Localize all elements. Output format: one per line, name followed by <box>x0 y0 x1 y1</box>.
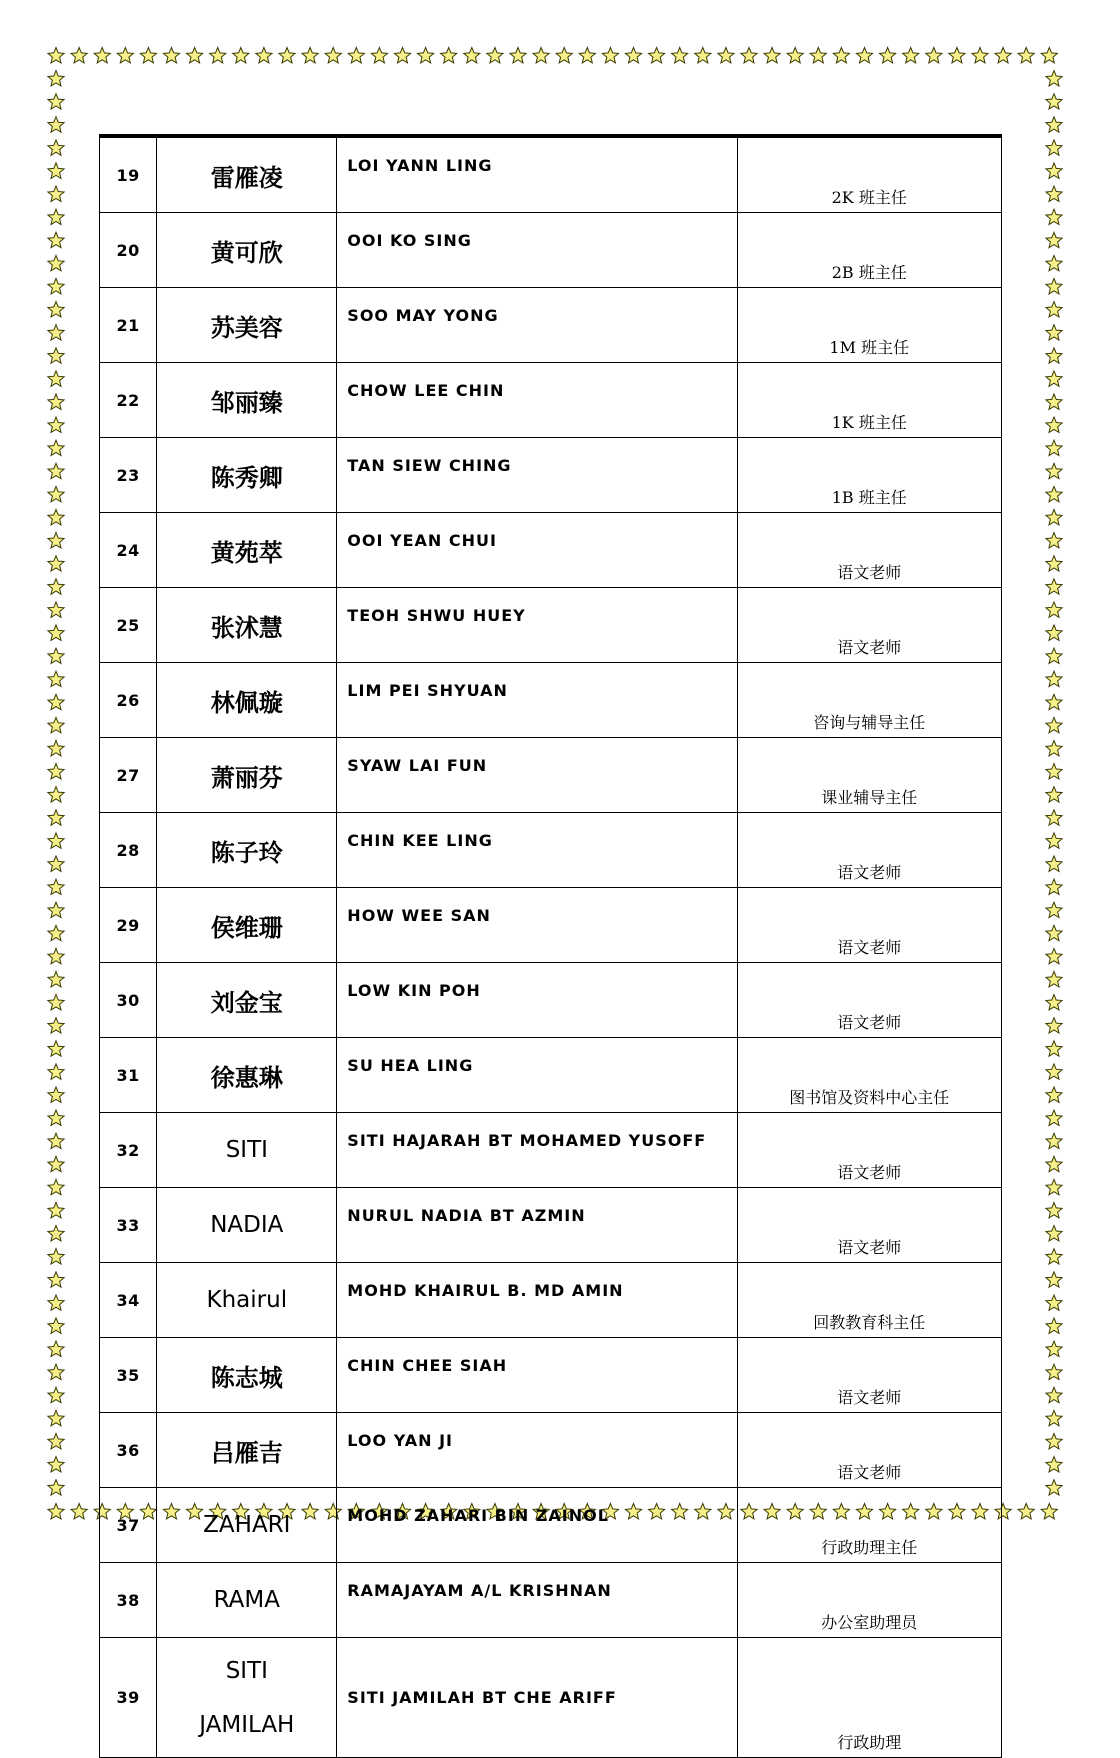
star-icon <box>995 48 1011 63</box>
star-icon <box>48 902 64 917</box>
table-row <box>100 588 1002 663</box>
star-icon <box>903 48 919 63</box>
full-name: OOI KO SING <box>337 213 737 288</box>
star-icon <box>48 972 64 987</box>
star-icon <box>510 48 526 63</box>
role: 语文老师 <box>737 813 1002 888</box>
star-icon <box>649 48 665 63</box>
star-icon <box>48 1457 64 1472</box>
star-icon <box>1046 902 1062 917</box>
nickname: 陈子玲 <box>157 813 337 888</box>
star-icon <box>441 48 457 63</box>
star-icon <box>787 48 803 63</box>
role: 咨询与辅导主任 <box>737 663 1002 738</box>
table-row <box>100 1638 1002 1758</box>
star-icon <box>1046 1110 1062 1125</box>
star-icon <box>556 48 572 63</box>
star-icon <box>325 48 341 63</box>
star-icon <box>48 394 64 409</box>
table-row <box>100 813 1002 888</box>
row-number: 32 <box>100 1113 157 1188</box>
star-icon <box>48 279 64 294</box>
star-icon <box>1046 1179 1062 1194</box>
table-row <box>100 1188 1002 1263</box>
star-icon <box>256 48 272 63</box>
nickname: 黄可欣 <box>157 213 337 288</box>
role: 2B 班主任 <box>737 213 1002 288</box>
table-row <box>100 1413 1002 1488</box>
star-icon <box>1046 764 1062 779</box>
nickname: 张沭慧 <box>157 588 337 663</box>
table-row <box>100 738 1002 813</box>
nickname: RAMA <box>157 1563 337 1638</box>
star-icon <box>1046 1203 1062 1218</box>
nickname: NADIA <box>157 1188 337 1263</box>
star-icon <box>48 1203 64 1218</box>
star-icon <box>1046 810 1062 825</box>
star-icon <box>1046 972 1062 987</box>
full-name: CHIN KEE LING <box>337 813 737 888</box>
nickname: 陈志城 <box>157 1338 337 1413</box>
table-row <box>100 213 1002 288</box>
table-row <box>100 438 1002 513</box>
row-number: 26 <box>100 663 157 738</box>
star-icon <box>348 48 364 63</box>
role: 行政助理主任 <box>737 1488 1002 1563</box>
nickname: ZAHARI <box>157 1488 337 1563</box>
nickname-lines <box>157 1658 336 1738</box>
role: 2K 班主任 <box>737 136 1002 213</box>
star-icon <box>464 48 480 63</box>
role: 语文老师 <box>737 588 1002 663</box>
row-number: 37 <box>100 1488 157 1563</box>
role: 图书馆及资料中心主任 <box>737 1038 1002 1113</box>
star-icon <box>1046 209 1062 224</box>
role: 回教教育科主任 <box>737 1263 1002 1338</box>
star-icon <box>48 440 64 455</box>
star-border-left <box>0 0 100 1584</box>
star-icon <box>718 48 734 63</box>
star-icon <box>48 856 64 871</box>
row-number: 34 <box>100 1263 157 1338</box>
star-icon <box>1046 995 1062 1010</box>
table-row <box>100 1113 1002 1188</box>
full-name: NURUL NADIA BT AZMIN <box>337 1188 737 1263</box>
nickname: SITI <box>157 1113 337 1188</box>
table-row <box>100 288 1002 363</box>
star-icon <box>48 325 64 340</box>
star-icon <box>833 48 849 63</box>
star-icon <box>48 1295 64 1310</box>
nickname: 邹丽臻 <box>157 363 337 438</box>
star-icon <box>48 579 64 594</box>
star-icon <box>672 48 688 63</box>
table-row <box>100 963 1002 1038</box>
nickname <box>157 1638 337 1758</box>
table-row <box>100 663 1002 738</box>
star-icon <box>48 1387 64 1402</box>
star-icon <box>1046 163 1062 178</box>
star-icon <box>1046 325 1062 340</box>
full-name: LOW KIN POH <box>337 963 737 1038</box>
row-number: 21 <box>100 288 157 363</box>
star-icon <box>625 48 641 63</box>
nickname-line-1: SITI <box>225 1657 268 1684</box>
star-icon <box>1046 648 1062 663</box>
star-icon <box>1046 856 1062 871</box>
full-name: SITI JAMILAH BT CHE ARIFF <box>337 1638 737 1758</box>
star-icon <box>418 48 434 63</box>
full-name: MOHD KHAIRUL B. MD AMIN <box>337 1263 737 1338</box>
star-icon <box>602 48 618 63</box>
nickname-line-2: JAMILAH <box>199 1711 295 1738</box>
star-icon <box>1046 1018 1062 1033</box>
star-icon <box>1046 717 1062 732</box>
star-icon <box>1046 371 1062 386</box>
row-number: 27 <box>100 738 157 813</box>
star-icon <box>1046 625 1062 640</box>
star-icon <box>48 741 64 756</box>
star-icon <box>1046 140 1062 155</box>
star-icon <box>48 648 64 663</box>
star-icon <box>1046 533 1062 548</box>
role: 课业辅导主任 <box>737 738 1002 813</box>
role: 语文老师 <box>737 1413 1002 1488</box>
full-name: HOW WEE SAN <box>337 888 737 963</box>
star-icon <box>949 48 965 63</box>
star-icon <box>48 1410 64 1425</box>
table-row <box>100 1338 1002 1413</box>
star-icon <box>48 232 64 247</box>
star-icon <box>1046 71 1062 86</box>
star-icon <box>1046 879 1062 894</box>
star-icon <box>48 556 64 571</box>
nickname: 陈秀卿 <box>157 438 337 513</box>
role: 1K 班主任 <box>737 363 1002 438</box>
star-icon <box>117 48 133 63</box>
star-icon <box>48 995 64 1010</box>
star-border-right <box>1020 0 1120 1584</box>
star-icon <box>487 48 503 63</box>
row-number: 31 <box>100 1038 157 1113</box>
star-border-top <box>0 0 1120 80</box>
row-number: 24 <box>100 513 157 588</box>
star-icon <box>1046 671 1062 686</box>
star-icon <box>1046 1087 1062 1102</box>
table-row <box>100 888 1002 963</box>
star-icon <box>1046 1041 1062 1056</box>
role: 1M 班主任 <box>737 288 1002 363</box>
star-icon <box>972 48 988 63</box>
star-icon <box>1046 1295 1062 1310</box>
nickname: 林佩璇 <box>157 663 337 738</box>
role: 行政助理 <box>737 1638 1002 1758</box>
full-name: TAN SIEW CHING <box>337 438 737 513</box>
star-icon <box>1046 486 1062 501</box>
star-icon <box>48 348 64 363</box>
star-icon <box>140 48 156 63</box>
role: 语文老师 <box>737 888 1002 963</box>
star-icon <box>1046 925 1062 940</box>
star-icon <box>533 48 549 63</box>
nickname: 苏美容 <box>157 288 337 363</box>
star-icon <box>1046 279 1062 294</box>
star-icon <box>48 1064 64 1079</box>
full-name: SOO MAY YONG <box>337 288 737 363</box>
star-icon <box>48 163 64 178</box>
table-row <box>100 363 1002 438</box>
star-icon <box>48 1318 64 1333</box>
full-name: MOHD ZAHARI BIN ZAINOL <box>337 1488 737 1563</box>
full-name: TEOH SHWU HUEY <box>337 588 737 663</box>
star-icon <box>48 463 64 478</box>
row-number: 22 <box>100 363 157 438</box>
star-icon <box>1046 1387 1062 1402</box>
star-icon <box>1046 510 1062 525</box>
staff-table <box>99 134 1002 1758</box>
role: 语文老师 <box>737 1113 1002 1188</box>
star-icon <box>1046 833 1062 848</box>
table-row <box>100 1563 1002 1638</box>
star-icon <box>1046 741 1062 756</box>
full-name: SYAW LAI FUN <box>337 738 737 813</box>
star-icon <box>233 48 249 63</box>
star-icon <box>48 602 64 617</box>
star-icon <box>579 48 595 63</box>
table-row <box>100 1263 1002 1338</box>
star-icon <box>1046 948 1062 963</box>
star-icon <box>48 694 64 709</box>
staff-table-body <box>100 136 1002 1758</box>
row-number: 33 <box>100 1188 157 1263</box>
row-number: 35 <box>100 1338 157 1413</box>
star-icon <box>302 48 318 63</box>
star-icon <box>1046 1318 1062 1333</box>
star-icon <box>1046 94 1062 109</box>
row-number: 23 <box>100 438 157 513</box>
row-number: 38 <box>100 1563 157 1638</box>
star-icon <box>1046 1341 1062 1356</box>
star-icon <box>1046 232 1062 247</box>
star-icon <box>187 48 203 63</box>
star-icon <box>1046 1133 1062 1148</box>
nickname: 黄苑萃 <box>157 513 337 588</box>
role: 办公室助理员 <box>737 1563 1002 1638</box>
row-number: 30 <box>100 963 157 1038</box>
star-icon <box>279 48 295 63</box>
star-icon <box>163 48 179 63</box>
star-icon <box>48 833 64 848</box>
star-icon <box>48 948 64 963</box>
star-icon <box>1046 1434 1062 1449</box>
row-number: 19 <box>100 136 157 213</box>
star-icon <box>1046 186 1062 201</box>
star-icon <box>48 186 64 201</box>
star-icon <box>48 625 64 640</box>
full-name: SU HEA LING <box>337 1038 737 1113</box>
nickname: 吕雁吉 <box>157 1413 337 1488</box>
star-icon <box>371 48 387 63</box>
star-icon <box>1046 417 1062 432</box>
star-icon <box>1046 579 1062 594</box>
table-row <box>100 1038 1002 1113</box>
star-icon <box>1046 1457 1062 1472</box>
star-icon <box>48 1249 64 1264</box>
star-icon <box>394 48 410 63</box>
nickname: 侯维珊 <box>157 888 337 963</box>
star-icon <box>48 1087 64 1102</box>
star-icon <box>48 764 64 779</box>
nickname: 刘金宝 <box>157 963 337 1038</box>
star-icon <box>48 417 64 432</box>
star-icon <box>48 1341 64 1356</box>
star-icon <box>48 1018 64 1033</box>
star-icon <box>48 717 64 732</box>
nickname: 雷雁凌 <box>157 136 337 213</box>
star-icon <box>48 486 64 501</box>
star-icon <box>48 787 64 802</box>
full-name: SITI HAJARAH BT MOHAMED YUSOFF <box>337 1113 737 1188</box>
star-icon <box>48 1364 64 1379</box>
star-icon <box>48 302 64 317</box>
role: 语文老师 <box>737 963 1002 1038</box>
star-icon <box>48 209 64 224</box>
star-icon <box>48 1434 64 1449</box>
star-icon <box>1046 394 1062 409</box>
role: 语文老师 <box>737 1188 1002 1263</box>
role: 语文老师 <box>737 1338 1002 1413</box>
star-icon <box>48 71 64 86</box>
star-icon <box>1046 1249 1062 1264</box>
star-icon <box>1046 1156 1062 1171</box>
star-icon <box>48 117 64 132</box>
role: 1B 班主任 <box>737 438 1002 513</box>
star-icon <box>1046 1410 1062 1425</box>
star-icon <box>48 510 64 525</box>
star-icon <box>1046 602 1062 617</box>
row-number: 25 <box>100 588 157 663</box>
star-icon <box>48 925 64 940</box>
star-icon <box>880 48 896 63</box>
star-icon <box>1046 694 1062 709</box>
star-icon <box>1046 440 1062 455</box>
star-icon <box>48 671 64 686</box>
star-icon <box>48 1110 64 1125</box>
full-name: LOI YANN LING <box>337 136 737 213</box>
star-icon <box>1046 556 1062 571</box>
row-number: 20 <box>100 213 157 288</box>
nickname: 萧丽芬 <box>157 738 337 813</box>
full-name: CHOW LEE CHIN <box>337 363 737 438</box>
star-icon <box>1046 1364 1062 1379</box>
star-icon <box>1046 1064 1062 1079</box>
star-icon <box>48 1133 64 1148</box>
full-name: LOO YAN JI <box>337 1413 737 1488</box>
table-row <box>100 1488 1002 1563</box>
star-icon <box>48 1179 64 1194</box>
star-icon <box>1046 463 1062 478</box>
star-icon <box>48 810 64 825</box>
star-icon <box>856 48 872 63</box>
full-name: RAMAJAYAM A/L KRISHNAN <box>337 1563 737 1638</box>
star-icon <box>210 48 226 63</box>
star-icon <box>48 879 64 894</box>
star-icon <box>810 48 826 63</box>
star-icon <box>48 1480 64 1495</box>
row-number: 36 <box>100 1413 157 1488</box>
star-icon <box>1046 1226 1062 1241</box>
star-icon <box>1046 302 1062 317</box>
star-icon <box>764 48 780 63</box>
star-icon <box>1046 1480 1062 1495</box>
star-icon <box>1046 117 1062 132</box>
star-icon <box>48 533 64 548</box>
star-icon <box>1046 255 1062 270</box>
row-number: 39 <box>100 1638 157 1758</box>
row-number: 29 <box>100 888 157 963</box>
star-icon <box>1046 1272 1062 1287</box>
star-icon <box>48 140 64 155</box>
full-name: OOI YEAN CHUI <box>337 513 737 588</box>
nickname: Khairul <box>157 1263 337 1338</box>
table-row <box>100 136 1002 213</box>
star-icon <box>48 1226 64 1241</box>
row-number: 28 <box>100 813 157 888</box>
star-icon <box>1046 787 1062 802</box>
full-name: LIM PEI SHYUAN <box>337 663 737 738</box>
star-icon <box>48 94 64 109</box>
nickname: 徐惠琳 <box>157 1038 337 1113</box>
table-row <box>100 513 1002 588</box>
star-icon <box>926 48 942 63</box>
star-icon <box>48 255 64 270</box>
star-icon <box>695 48 711 63</box>
star-icon <box>48 1272 64 1287</box>
full-name: CHIN CHEE SIAH <box>337 1338 737 1413</box>
star-icon <box>1046 348 1062 363</box>
role: 语文老师 <box>737 513 1002 588</box>
star-icon <box>48 1156 64 1171</box>
star-icon <box>741 48 757 63</box>
star-icon <box>48 371 64 386</box>
star-icon <box>48 1041 64 1056</box>
